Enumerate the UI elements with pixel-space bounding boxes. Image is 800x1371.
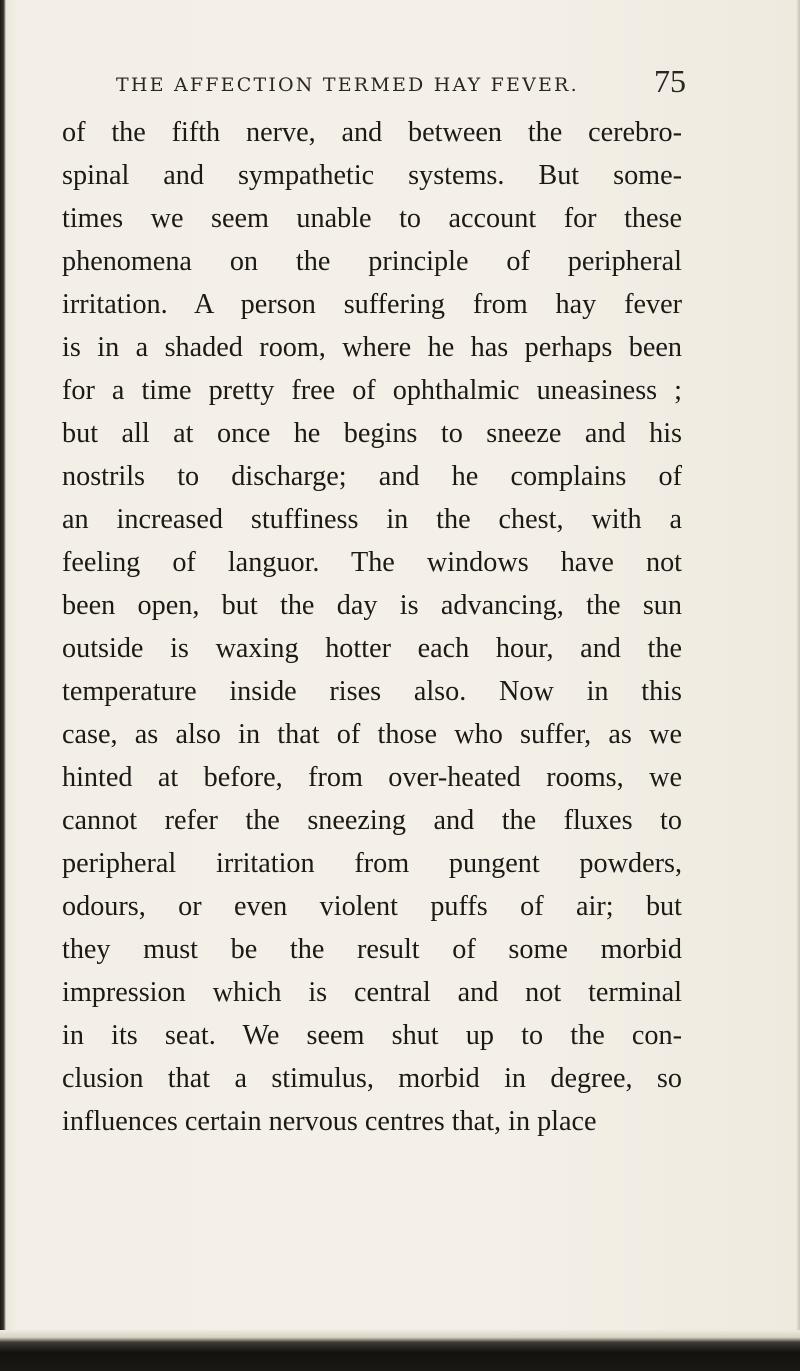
text-line: cannot refer the sneezing and the fluxes to <box>62 805 682 836</box>
page-gutter-shadow <box>0 0 6 1371</box>
running-title: THE AFFECTION TERMED HAY FEVER. <box>116 74 579 96</box>
text-line: phenomena on the principle of peripheral <box>62 246 682 277</box>
text-line: outside is waxing hotter each hour, and the <box>62 633 682 664</box>
text-line: they must be the result of some morbid <box>62 934 682 965</box>
text-line: nostrils to discharge; and he complains of <box>62 461 682 492</box>
text-line: odours, or even violent puffs of air; but <box>62 891 682 922</box>
text-line: is in a shaded room, where he has perhaps been <box>62 332 682 363</box>
text-line: times we seem unable to account for these <box>62 203 682 234</box>
text-line: irritation. A person suffering from hay fever <box>62 289 682 320</box>
running-head <box>116 60 686 104</box>
text-line: influences certain nervous centres that, in place <box>62 1106 597 1137</box>
text-line: clusion that a stimulus, morbid in degree, so <box>62 1063 682 1094</box>
text-line: an increased stuffiness in the chest, with a <box>62 504 682 535</box>
page-bottom-edge <box>0 1330 800 1371</box>
text-line: hinted at before, from over-heated rooms, we <box>62 762 682 793</box>
text-line: for a time pretty free of ophthalmic uneasiness ; <box>62 375 682 406</box>
text-line: feeling of languor. The windows have not <box>62 547 682 578</box>
page-number: 75 <box>654 63 686 99</box>
text-line: impression which is central and not terminal <box>62 977 682 1008</box>
text-line: but all at once he begins to sneeze and his <box>62 418 682 449</box>
text-line: spinal and sympathetic systems. But some- <box>62 160 682 191</box>
text-line: peripheral irritation from pungent powders, <box>62 848 682 879</box>
text-line: in its seat. We seem shut up to the con- <box>62 1020 682 1051</box>
body-text <box>62 111 682 1143</box>
text-line: case, as also in that of those who suffer, as we <box>62 719 682 750</box>
text-line: been open, but the day is advancing, the sun <box>62 590 682 621</box>
text-line: of the fifth nerve, and between the cerebro- <box>62 117 682 148</box>
page-edge <box>796 0 800 1371</box>
text-line: temperature inside rises also. Now in this <box>62 676 682 707</box>
